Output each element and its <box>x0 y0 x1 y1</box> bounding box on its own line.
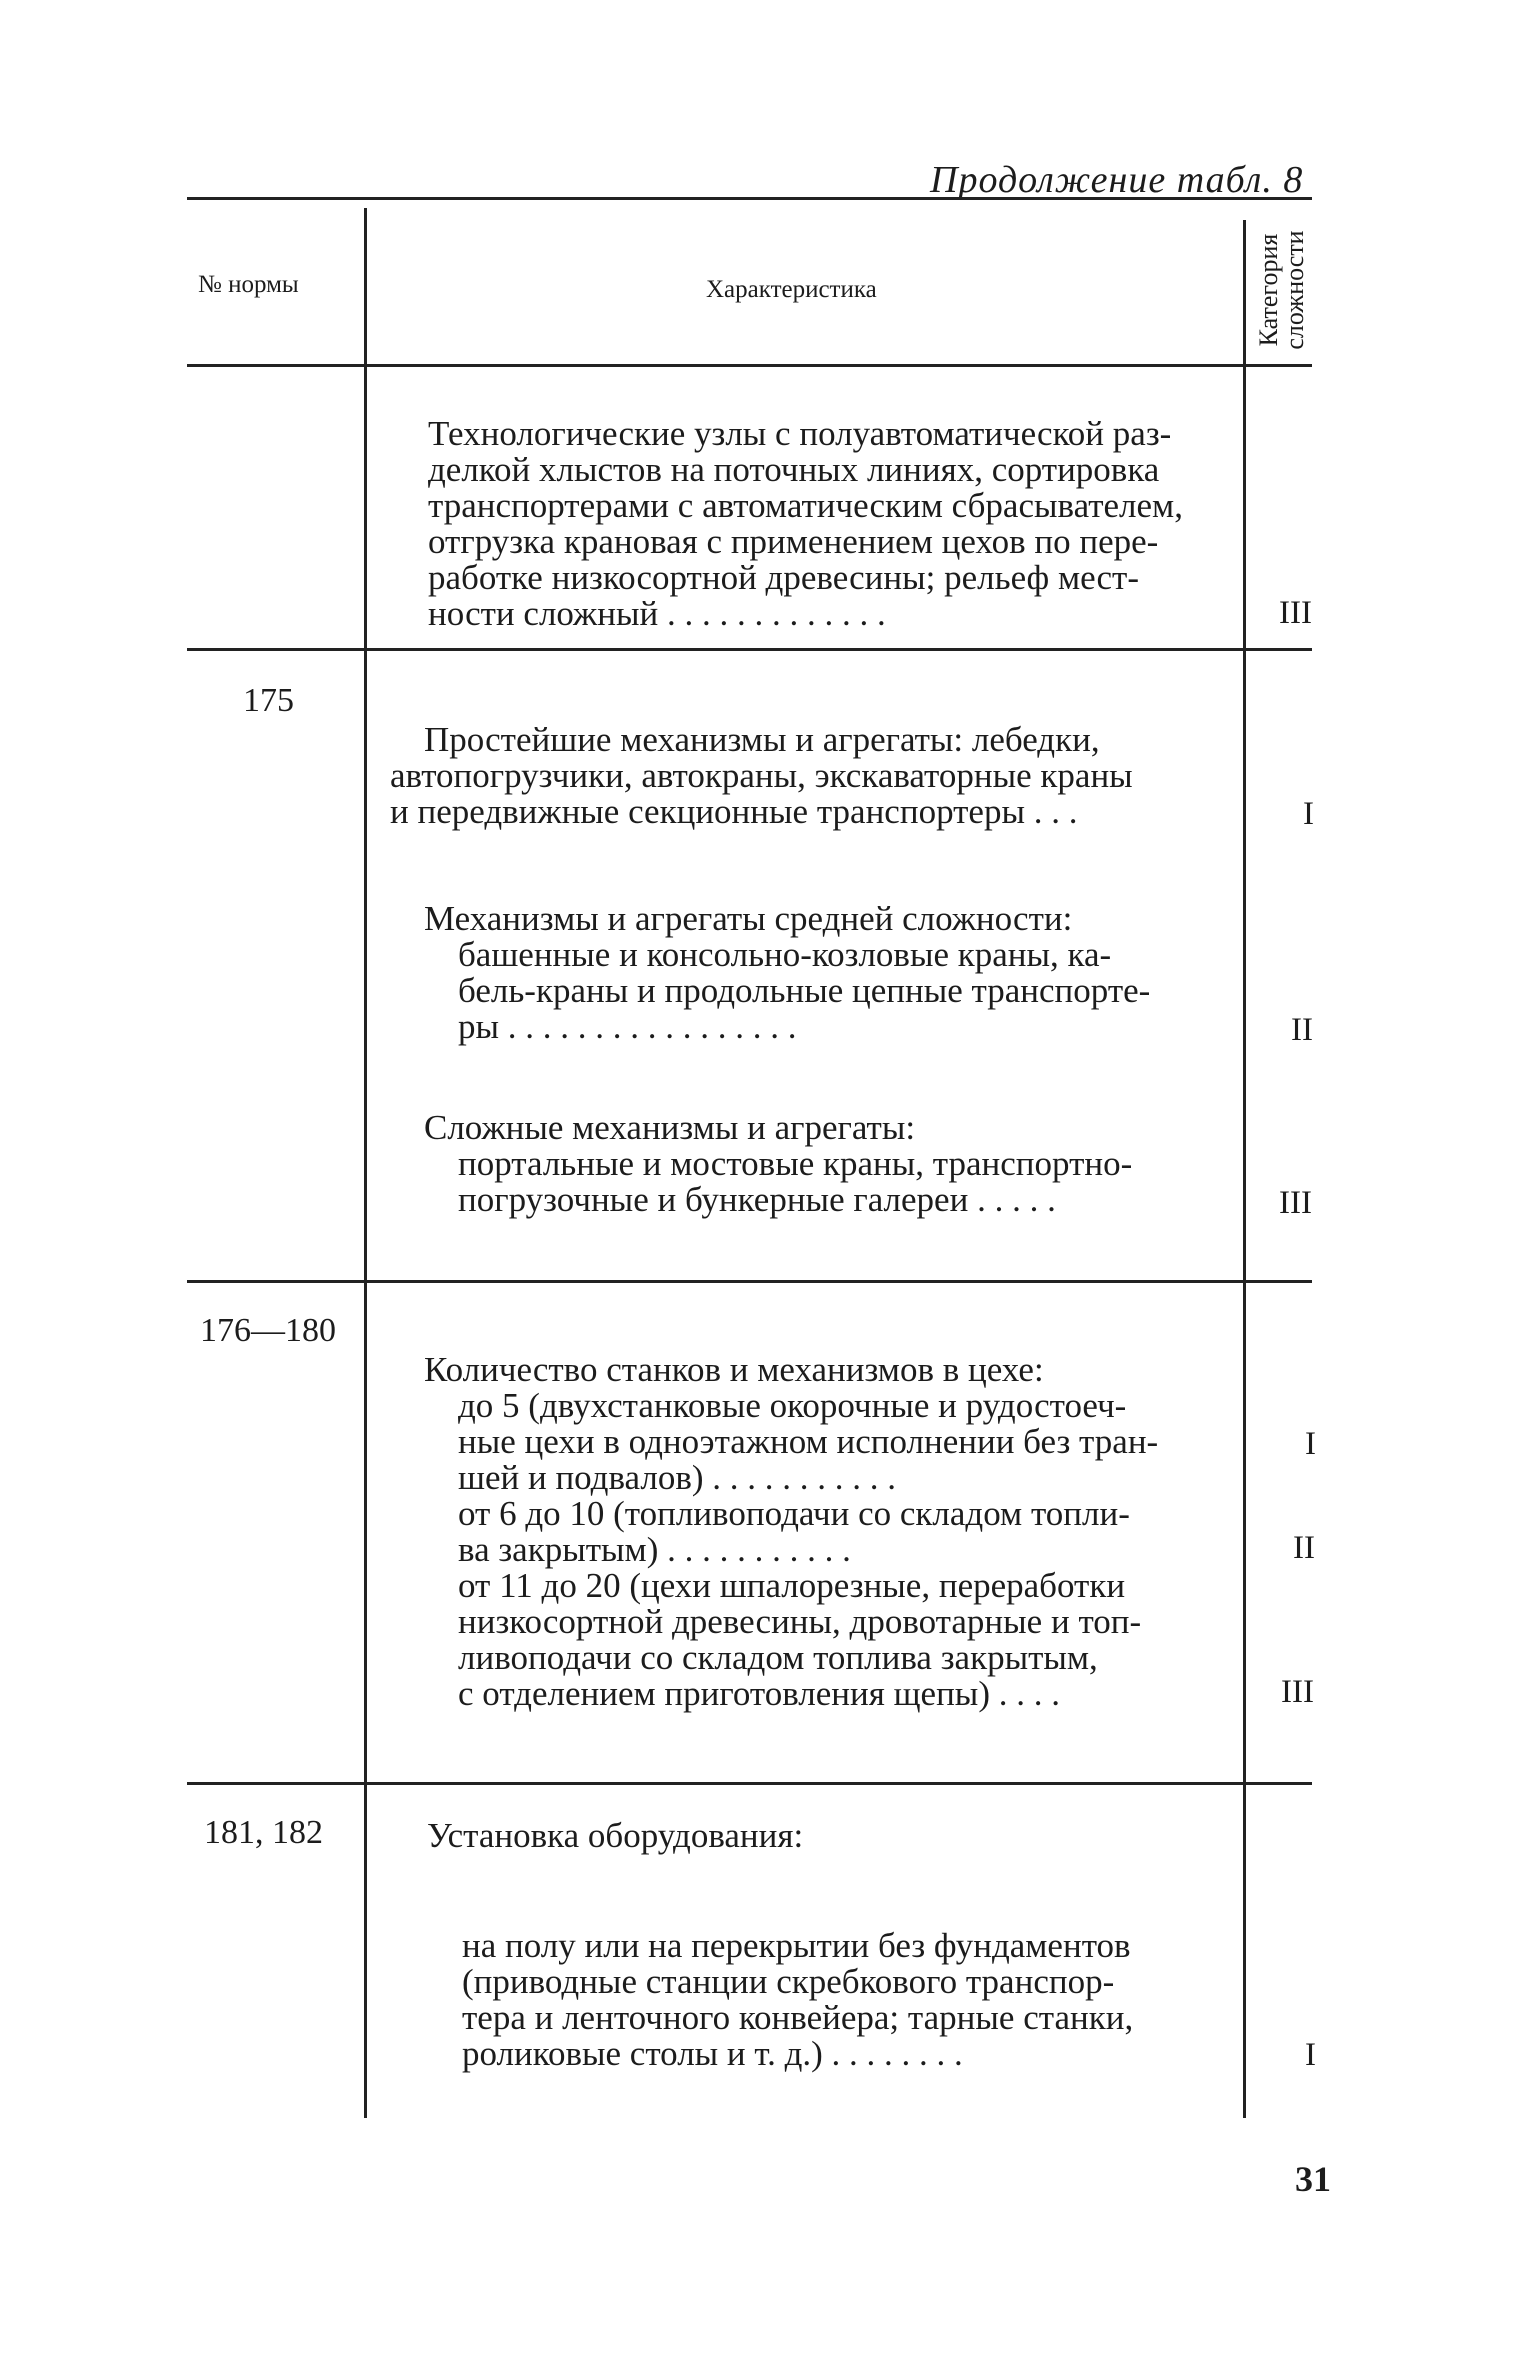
row4-norm: 181, 182 <box>204 1814 323 1851</box>
row2-group3-line: Сложные механизмы и агрегаты: <box>424 1108 916 1147</box>
header-description: Характеристика <box>706 276 877 303</box>
row3-category-1: I <box>1305 1426 1316 1462</box>
row3-line: от 6 до 10 (топливоподачи со складом топли- <box>458 1494 1130 1533</box>
row3-line: ва закрытым) . . . . . . . . . . . <box>458 1530 851 1569</box>
row2-group2-line: башенные и консольно-козловые краны, ка- <box>458 935 1112 974</box>
header-top-rule <box>187 197 1312 200</box>
row1-description <box>428 416 1183 632</box>
row4-line: тера и ленточного конвейера; тарные станки, <box>462 1998 1134 2037</box>
row1-line: ности сложный . . . . . . . . . . . . . <box>428 594 886 633</box>
row2-group1-description <box>390 722 1133 830</box>
row1-line: отгрузка крановая с применением цехов по пере- <box>428 522 1159 561</box>
row2-group3-category: III <box>1279 1185 1312 1221</box>
row2-group2-line: ры . . . . . . . . . . . . . . . . . <box>458 1007 797 1046</box>
row4-line: (приводные станции скребкового транспор- <box>462 1962 1115 2001</box>
row3-line: от 11 до 20 (цехи шпалорезные, переработки <box>458 1566 1126 1605</box>
row3-line: ливоподачи со складом топлива закрытым, <box>458 1638 1098 1677</box>
row2-group3-description <box>424 1110 1132 1218</box>
row3-category-3: III <box>1281 1674 1314 1710</box>
row1-line: Технологические узлы с полуавтоматической раз- <box>428 414 1172 453</box>
row2-group1-line: и передвижные секционные транспортеры . . . <box>390 792 1078 831</box>
row1-category: III <box>1279 595 1312 631</box>
row2-group1-line: автопогрузчики, автокраны, экскаваторные краны <box>390 756 1133 795</box>
row3-line: с отделением приготовления щепы) . . . . <box>458 1674 1060 1713</box>
row2-group1-line: Простейшие механизмы и агрегаты: лебедки, <box>424 720 1100 759</box>
row2-group3-line: погрузочные и бункерные галереи . . . . . <box>458 1180 1056 1219</box>
header-category-line2: сложности <box>1280 230 1309 350</box>
header-category <box>1256 222 1316 358</box>
row2-group2-line: Механизмы и агрегаты средней сложности: <box>424 899 1073 938</box>
row2-norm: 175 <box>243 682 294 719</box>
row2-group1-category: I <box>1303 796 1314 832</box>
row3-category-2: II <box>1293 1530 1315 1566</box>
row4-heading: Установка оборудования: <box>427 1816 804 1855</box>
row2-group2-description <box>424 901 1150 1045</box>
row1-line: делкой хлыстов на поточных линиях, сортировка <box>428 450 1160 489</box>
row-rule-1 <box>187 648 1312 651</box>
row4-category: I <box>1305 2037 1316 2073</box>
row4-description <box>462 1928 1133 2072</box>
col-divider-right <box>1243 220 1246 2118</box>
row2-group2-category: II <box>1291 1012 1313 1048</box>
table-caption: Продолжение табл. 8 <box>930 159 1304 201</box>
header-category-line1: Категория <box>1254 233 1283 347</box>
row3-line: шей и подвалов) . . . . . . . . . . . <box>458 1458 897 1497</box>
row-rule-2 <box>187 1280 1312 1283</box>
row3-line: Количество станков и механизмов в цехе: <box>424 1350 1044 1389</box>
row3-norm: 176—180 <box>200 1312 336 1349</box>
col-divider-left <box>364 208 367 2118</box>
row3-line: низкосортной древесины, дровотарные и топ- <box>458 1602 1142 1641</box>
row3-line: до 5 (двухстанковые окорочные и рудостоеч- <box>458 1386 1127 1425</box>
row1-line: работке низкосортной древесины; рельеф мест- <box>428 558 1140 597</box>
page-number: 31 <box>1295 2159 1331 2199</box>
row4-line: роликовые столы и т. д.) . . . . . . . . <box>462 2034 963 2073</box>
row2-group2-line: бель-краны и продольные цепные транспорте- <box>458 971 1151 1010</box>
header-bottom-rule <box>187 364 1312 367</box>
header-norm: № нормы <box>198 271 299 298</box>
row4-line: на полу или на перекрытии без фундаментов <box>462 1926 1131 1965</box>
row2-group3-line: портальные и мостовые краны, транспортно- <box>458 1144 1133 1183</box>
row1-line: транспортерами с автоматическим сбрасывателем, <box>428 486 1183 525</box>
row3-line: ные цехи в одноэтажном исполнении без тран- <box>458 1422 1159 1461</box>
row3-description <box>424 1352 1158 1712</box>
row-rule-3 <box>187 1782 1312 1785</box>
